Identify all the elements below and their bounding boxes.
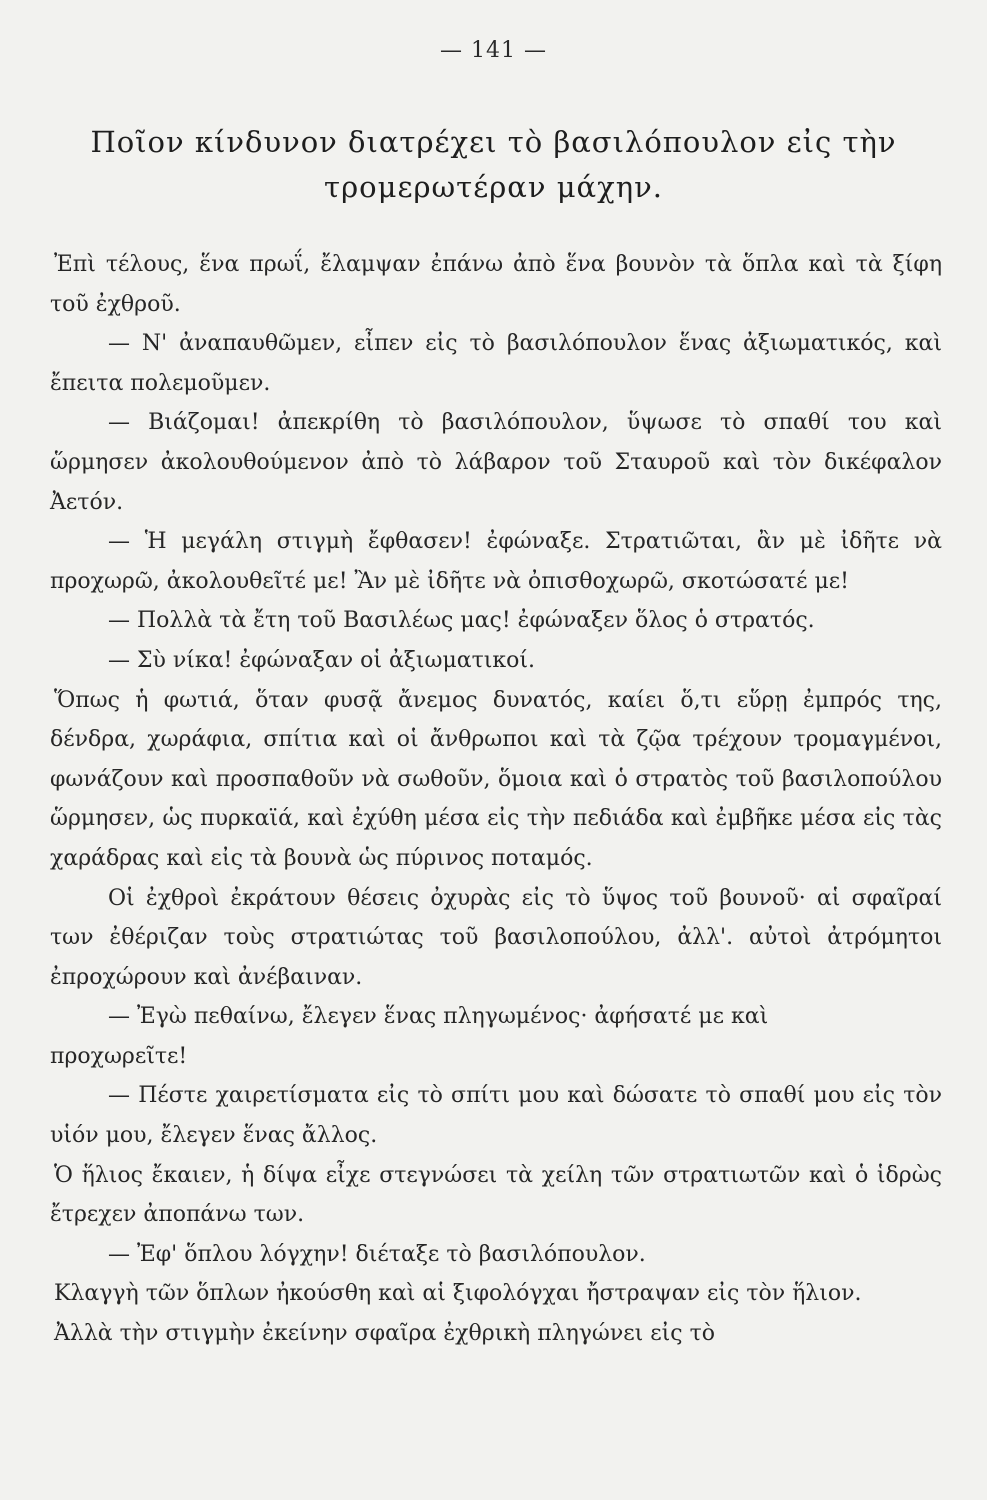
- paragraph: — Ἡ μεγάλη στιγμὴ ἔφθασεν! ἐφώναξε. Στρατιῶται, ἂν μὲ ἰδῆτε νὰ προχωρῶ, ἀκολουθεῖτέ με! Ἂν μὲ ἰδῆτε νὰ ὀπισθοχωρῶ, σκοτώσατέ με!: [50, 529, 942, 594]
- chapter-title: Ποῖον κίνδυνον διατρέχει τὸ βασιλόπουλον εἰς τὴν τρομερωτέραν μάχην.: [90, 125, 897, 204]
- paragraph: — Βιάζομαι! ἀπεκρίθη τὸ βασιλόπουλον, ὕψωσε τὸ σπαθί του καὶ ὥρμησεν ἀκολουθούμενον ἀπὸ τὸ λάβαρον τοῦ Σταυροῦ καὶ τὸν δικέφαλον Ἀετόν.: [50, 410, 942, 515]
- paragraph: — Ἐγὼ πεθαίνω, ἔλεγεν ἕνας πληγωμένος· ἀφήσατέ με καὶ: [108, 1004, 769, 1030]
- paragraph: Οἱ ἐχθροὶ ἐκράτουν θέσεις ὀχυρὰς εἰς τὸ ὕψος τοῦ βουνοῦ· αἱ σφαῖραί των ἐθέριζαν τοὺς στρατιώτας τοῦ βασιλοπούλου, ἀλλ'. αὐτοὶ ἀτρόμητοι ἐπροχώρουν καὶ ἀνέβαιναν.: [50, 885, 942, 990]
- page-number: — 141 —: [440, 38, 547, 63]
- paragraph: Ὅπως ἡ φωτιά, ὅταν φυσᾷ ἄνεμος δυνατός, καίει ὅ,τι εὕρῃ ἐμπρός της, δένδρα, χωράφια, σπίτια καὶ οἱ ἄνθρωποι καὶ τὰ ζῷα τρέχουν τρομαγμένοι, φωνάζουν καὶ προσπαθοῦν νὰ σωθοῦν, ὅμοια καὶ ὁ στρατὸς τοῦ βασιλοπούλου ὥρμησεν, ὡς πυρκαϊά, καὶ ἐχύθη μέσα εἰς τὴν πεδιάδα καὶ ἐμβῆκε μέσα εἰς τὰς χαράδρας καὶ εἰς τὰ βουνὰ ὡς πύρινος ποταμός.: [50, 687, 942, 871]
- paragraph: Ὁ ἥλιος ἔκαιεν, ἡ δίψα εἶχε στεγνώσει τὰ χείλη τῶν στρατιωτῶν καὶ ὁ ἱδρὼς ἔτρεχεν ἀποπάνω των.: [50, 1162, 942, 1228]
- paragraph: — Ν' ἀναπαυθῶμεν, εἶπεν εἰς τὸ βασιλόπουλον ἕνας ἀξιωματικός, καὶ ἔπειτα πολεμοῦμεν.: [50, 331, 942, 396]
- paragraph: Ἀλλὰ τὴν στιγμὴν ἐκείνην σφαῖρα ἐχθρικὴ πληγώνει εἰς τὸ: [54, 1321, 716, 1347]
- paragraph: — Ἐφ' ὅπλου λόγχην! διέταξε τὸ βασιλόπουλον.: [108, 1241, 646, 1267]
- paragraph: — Σὺ νίκα! ἐφώναξαν οἱ ἀξιωματικοί.: [108, 647, 536, 673]
- paragraph: Κλαγγὴ τῶν ὅπλων ἠκούσθη καὶ αἱ ξιφολόγχαι ἤστραψαν εἰς τὸν ἥλιον.: [54, 1281, 862, 1307]
- paragraph: Ἐπὶ τέλους, ἕνα πρωΐ, ἔλαμψαν ἐπάνω ἀπὸ ἕνα βουνὸν τὰ ὅπλα καὶ τὰ ξίφη τοῦ ἐχθροῦ.: [50, 252, 942, 317]
- paragraph: προχωρεῖτε!: [50, 1043, 188, 1069]
- paragraph: — Πολλὰ τὰ ἔτη τοῦ Βασιλέως μας! ἐφώναξεν ὅλος ὁ στρατός.: [108, 608, 815, 634]
- paragraph: — Πέστε χαιρετίσματα εἰς τὸ σπίτι μου καὶ δώσατε τὸ σπαθί μου εἰς τὸν υἱόν μου, ἔλεγεν ἕνας ἄλλος.: [50, 1083, 942, 1149]
- body-text: [50, 245, 942, 1354]
